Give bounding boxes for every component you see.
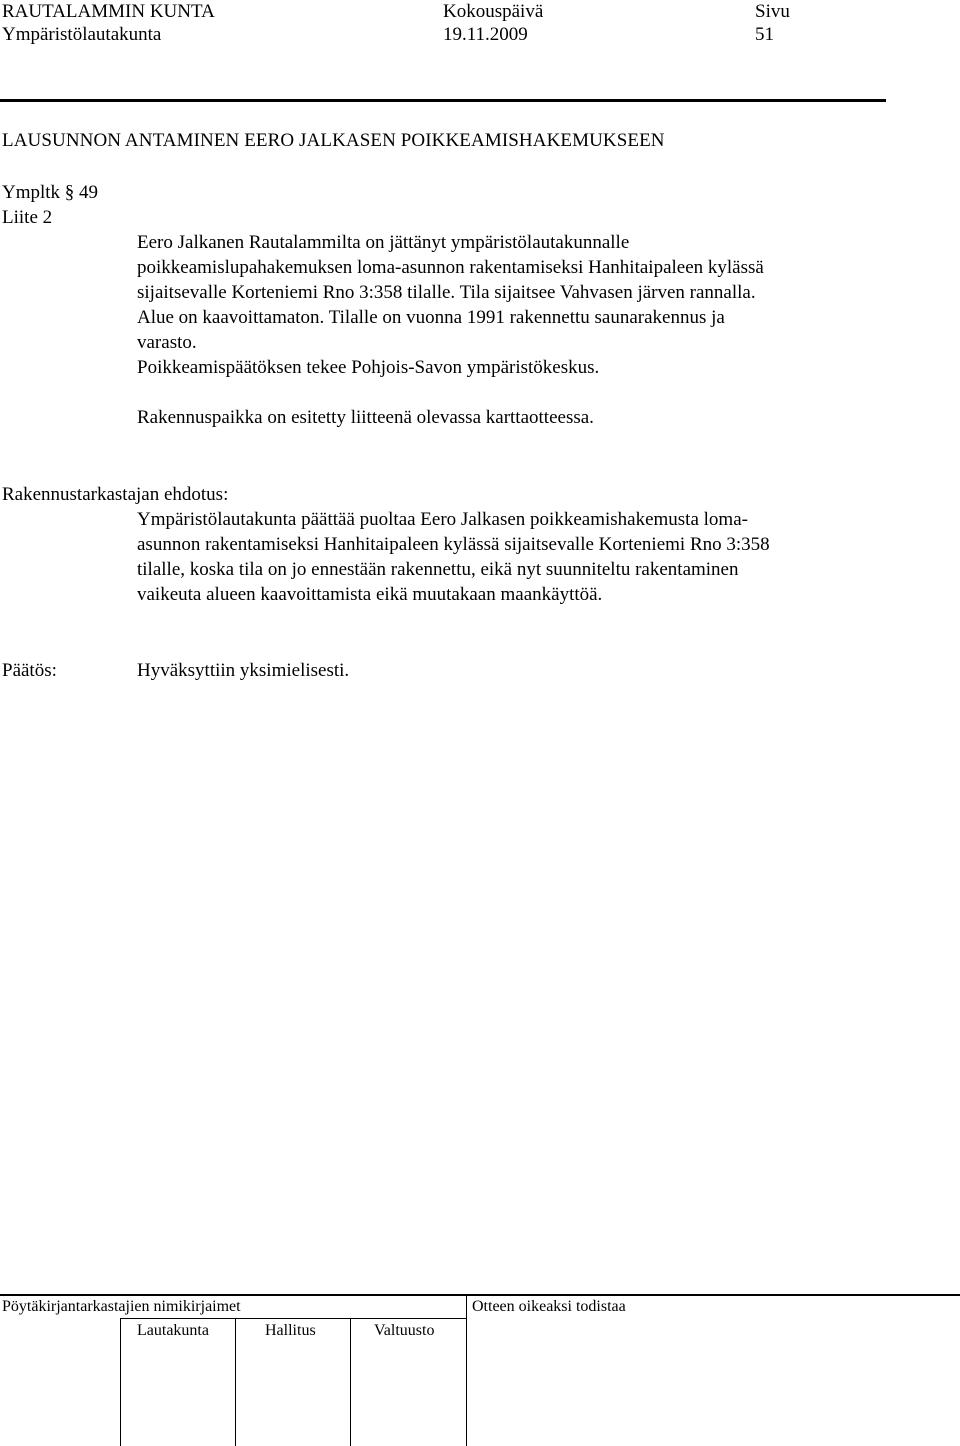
footer-col-rule-1 (120, 1318, 121, 1446)
org-name: RAUTALAMMIN KUNTA (2, 1, 215, 22)
intro-line: Alue on kaavoittamaton. Tilalle on vuonna 1991 rakennettu saunarakennus ja (137, 307, 725, 328)
footer-inner-rule (120, 1318, 466, 1319)
proposal-line: vaikeuta alueen kaavoittamista eikä muutakaan maankäyttöä. (137, 584, 603, 605)
signatures-label: Pöytäkirjantarkastajien nimikirjaimet (2, 1298, 241, 1315)
footer-top-rule (0, 1294, 960, 1296)
footer-body-council: Valtuusto (374, 1322, 435, 1339)
proposal-line: tilalle, koska tila on jo ennestään rakennettu, eikä nyt suunniteltu rakentaminen (137, 559, 739, 580)
footer-divider (466, 1294, 467, 1446)
footer-body-board: Hallitus (265, 1322, 316, 1339)
intro-line: poikkeamislupahakemuksen loma-asunnon rakentamiseksi Hanhitaipaleen kylässä (137, 257, 764, 278)
proposal-line: asunnon rakentamiseksi Hanhitaipaleen kylässä sijaitsevalle Korteniemi Rno 3:358 (137, 534, 770, 555)
decision-text: Hyväksyttiin yksimielisesti. (137, 660, 350, 681)
proposal-label: Rakennustarkastajan ehdotus: (2, 484, 229, 505)
page-number: 51 (755, 24, 774, 45)
map-note: Rakennuspaikka on esitetty liitteenä olevassa karttaotteessa. (137, 407, 594, 428)
page-title: LAUSUNNON ANTAMINEN EERO JALKASEN POIKKEAMISHAKEMUKSEEN (2, 130, 665, 151)
certified-label: Otteen oikeaksi todistaa (472, 1298, 626, 1315)
decision-label: Päätös: (2, 660, 57, 681)
footer-col-rule-2 (235, 1318, 236, 1446)
committee-name: Ympäristölautakunta (2, 24, 162, 45)
intro-line: varasto. (137, 332, 197, 353)
proposal-line: Ympäristölautakunta päättää puoltaa Eero Jalkasen poikkeamishakemusta loma- (137, 509, 748, 530)
section-ref: Ympltk § 49 (2, 182, 99, 203)
page-label: Sivu (755, 1, 790, 22)
meeting-date-label: Kokouspäivä (443, 1, 544, 22)
meeting-date: 19.11.2009 (443, 24, 528, 45)
intro-line: Eero Jalkanen Rautalammilta on jättänyt ympäristölautakunnalle (137, 232, 630, 253)
footer-body-committee: Lautakunta (137, 1322, 209, 1339)
footer-col-rule-3 (350, 1318, 351, 1446)
intro-line: sijaitsevalle Korteniemi Rno 3:358 tilalle. Tila sijaitsee Vahvasen järven rannalla. (137, 282, 756, 303)
header-divider (0, 99, 886, 102)
intro-line: Poikkeamispäätöksen tekee Pohjois-Savon ympäristökeskus. (137, 357, 600, 378)
attachment-ref: Liite 2 (2, 207, 53, 228)
